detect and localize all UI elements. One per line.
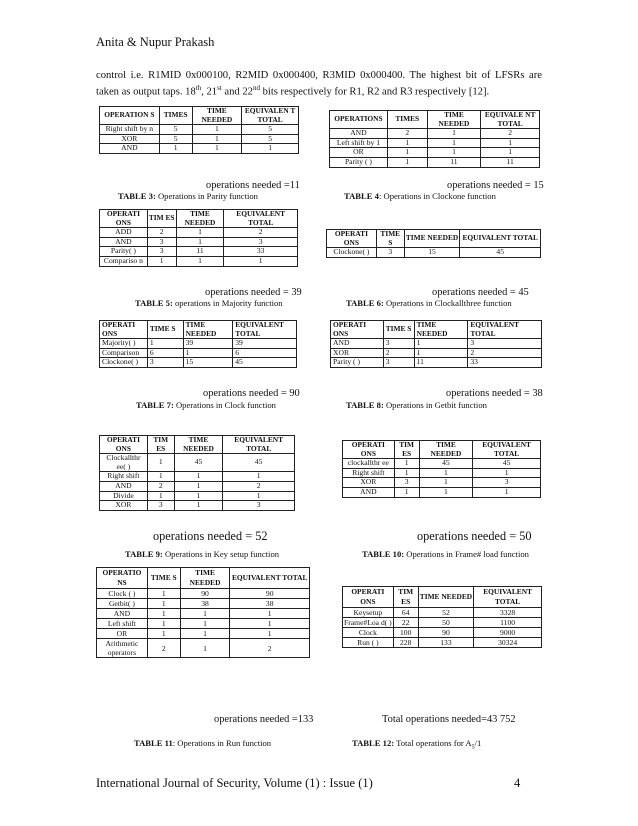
table-11-run xyxy=(96,567,310,658)
table-cell: 1 xyxy=(147,599,180,609)
table-cell: 15 xyxy=(404,248,460,258)
table-row xyxy=(330,157,540,167)
table-8-getbit xyxy=(330,320,542,368)
column-header: TIM ES xyxy=(393,587,418,608)
column-header: TIME NEEDED xyxy=(180,568,230,589)
table-row xyxy=(100,358,297,368)
table-cell: 1 xyxy=(230,619,310,629)
table-10-ops-total: operations needed = 50 xyxy=(417,529,532,543)
table-cell: 1 xyxy=(473,487,541,497)
table-header-row xyxy=(100,210,298,228)
table-cell: 1100 xyxy=(474,618,542,628)
table-cell: 3 xyxy=(468,339,542,349)
column-header: OPERATI ONS xyxy=(343,587,394,608)
table-cell: Right shift xyxy=(100,472,148,482)
table-cell: Keysetup xyxy=(343,608,394,618)
table-cell: 1 xyxy=(473,468,541,478)
table-row xyxy=(343,638,542,648)
column-header: EQUIVALE NT TOTAL xyxy=(481,111,540,129)
table-cell: 133 xyxy=(418,638,474,648)
column-header: OPERATI ONS xyxy=(100,321,148,339)
table-cell: Parity ( ) xyxy=(331,358,384,368)
table-cell: 1 xyxy=(387,157,427,167)
table-7-ops-total: operations needed = 90 xyxy=(203,388,300,399)
table-row xyxy=(100,228,298,238)
table-row xyxy=(330,129,540,139)
table-row xyxy=(100,339,297,349)
table-cell: 1 xyxy=(224,256,298,266)
table-cell: 3 xyxy=(223,501,295,511)
table-7-clock xyxy=(99,320,297,368)
table-9-caption: TABLE 9: Operations in Key setup function xyxy=(125,549,280,559)
table-header-row xyxy=(343,441,541,459)
table-row xyxy=(100,481,295,491)
table-cell: 1 xyxy=(427,138,481,148)
table-4-clockone xyxy=(329,110,540,168)
table-cell: 1 xyxy=(419,487,473,497)
table-cell: 52 xyxy=(418,608,474,618)
column-header: TIME NEEDED xyxy=(176,210,224,228)
column-header: TIME NEEDED xyxy=(404,230,460,248)
table-cell: AND xyxy=(343,487,395,497)
table-cell: 1 xyxy=(192,134,242,144)
table-cell: 3 xyxy=(394,478,419,488)
table-cell: 1 xyxy=(174,501,223,511)
table-cell: Clockone( ) xyxy=(100,358,148,368)
table-row xyxy=(97,639,310,658)
table-cell: XOR xyxy=(331,348,384,358)
table-cell: Right shift xyxy=(343,468,395,478)
table-cell: 1 xyxy=(419,478,473,488)
table-10-frame-load xyxy=(342,440,541,498)
table-cell: 3328 xyxy=(474,608,542,618)
table-cell: XOR xyxy=(100,134,160,144)
table-cell: Getbit( ) xyxy=(97,599,148,609)
table-cell: 1 xyxy=(159,144,192,154)
table-row xyxy=(331,348,542,358)
table-cell: 5 xyxy=(159,125,192,135)
table-cell: 1 xyxy=(242,144,299,154)
table-cell: AND xyxy=(331,339,384,349)
table-cell: 38 xyxy=(230,599,310,609)
table-cell: 1 xyxy=(147,472,174,482)
table-row xyxy=(343,487,541,497)
table-cell: Majority( ) xyxy=(100,339,148,349)
table-cell: 39 xyxy=(233,339,297,349)
table-cell: 1 xyxy=(414,339,468,349)
table-cell: 1 xyxy=(176,237,224,247)
table-cell: Comparison xyxy=(100,348,148,358)
table-cell: 1 xyxy=(419,468,473,478)
table-cell: AND xyxy=(100,144,160,154)
table-header-row xyxy=(330,111,540,129)
column-header: OPERATIONS xyxy=(330,111,388,129)
column-header: TIME S xyxy=(383,321,414,339)
table-cell: Run ( ) xyxy=(343,638,394,648)
column-header: TIMES xyxy=(159,107,192,125)
table-8-caption: TABLE 8: Operations in Getbit function xyxy=(346,400,487,410)
table-cell: 11 xyxy=(481,157,540,167)
table-row xyxy=(331,358,542,368)
table-cell: ADD xyxy=(100,228,148,238)
table-header-row xyxy=(97,568,310,589)
table-cell: 2 xyxy=(147,228,176,238)
column-header: OPERATIO NS xyxy=(97,568,148,589)
table-cell: 1 xyxy=(147,629,180,639)
table-cell: Clockallthr ee( ) xyxy=(100,454,148,472)
table-header-row xyxy=(100,107,299,125)
table-cell: Arithmetic operators xyxy=(97,639,148,658)
table-4-caption: TABLE 4: Operations in Clockone function xyxy=(344,191,496,201)
table-row xyxy=(343,628,542,638)
table-cell: 1 xyxy=(147,491,174,501)
table-cell: 50 xyxy=(418,618,474,628)
table-cell: 11 xyxy=(414,358,468,368)
table-cell: 1 xyxy=(394,468,419,478)
table-cell: 1 xyxy=(147,256,176,266)
table-cell: 45 xyxy=(223,454,295,472)
table-header-row xyxy=(331,321,542,339)
table-row xyxy=(331,339,542,349)
table-cell: 3 xyxy=(147,358,183,368)
table-cell: 1 xyxy=(223,491,295,501)
table-cell: 1 xyxy=(147,609,180,619)
table-cell: Divide xyxy=(100,491,148,501)
table-cell: 33 xyxy=(224,247,298,257)
column-header: TIME S xyxy=(376,230,404,248)
table-cell: 1 xyxy=(230,629,310,639)
table-cell: 1 xyxy=(147,589,180,599)
column-header: EQUIVALENT TOTAL xyxy=(473,441,541,459)
table-row xyxy=(100,125,299,135)
column-header: OPERATION S xyxy=(100,107,160,125)
table-cell: 9000 xyxy=(474,628,542,638)
column-header: TIME NEEDED xyxy=(419,441,473,459)
column-header: TIME S xyxy=(147,568,180,589)
table-12-total xyxy=(342,586,542,648)
table-cell: 2 xyxy=(147,639,180,658)
column-header: TIME NEEDED xyxy=(427,111,481,129)
table-cell: 3 xyxy=(376,248,404,258)
column-header: TIME NEEDED xyxy=(418,587,474,608)
table-row xyxy=(100,256,298,266)
table-cell: AND xyxy=(97,609,148,619)
table-row xyxy=(97,629,310,639)
table-cell: 90 xyxy=(418,628,474,638)
table-cell: 39 xyxy=(183,339,233,349)
column-header: EQUIVALENT TOTAL xyxy=(233,321,297,339)
table-cell: 64 xyxy=(393,608,418,618)
table-row xyxy=(97,619,310,629)
running-header: Anita & Nupur Prakash xyxy=(96,35,215,49)
table-cell: Left shift by 1 xyxy=(330,138,388,148)
column-header: EQUIVALENT TOTAL xyxy=(224,210,298,228)
table-cell: 1 xyxy=(427,129,481,139)
table-9-key-setup xyxy=(99,435,295,511)
table-cell: clockallthr ee xyxy=(343,459,395,469)
table-3-parity xyxy=(99,106,299,154)
table-cell: Left shift xyxy=(97,619,148,629)
table-cell: 1 xyxy=(180,639,230,658)
table-cell: 22 xyxy=(393,618,418,628)
table-cell: 45 xyxy=(174,454,223,472)
table-11-caption: TABLE 11: Operations in Run function xyxy=(134,738,272,748)
table-row xyxy=(97,609,310,619)
table-row xyxy=(100,501,295,511)
table-cell: 1 xyxy=(147,454,174,472)
column-header: EQUIVALENT TOTAL xyxy=(468,321,542,339)
table-cell: 90 xyxy=(230,589,310,599)
table-cell: 1 xyxy=(481,148,540,158)
table-5-majority xyxy=(99,209,298,267)
column-header: EQUIVALENT TOTAL xyxy=(460,230,541,248)
table-6-caption: TABLE 6: Operations in Clockallthree function xyxy=(346,298,512,308)
column-header: OPERATI ONS xyxy=(327,230,377,248)
table-cell: 45 xyxy=(419,459,473,469)
table-cell: 1 xyxy=(176,228,224,238)
table-cell: 1 xyxy=(387,148,427,158)
table-cell: Compariso n xyxy=(100,256,148,266)
footer-journal: International Journal of Security, Volume (1) : Issue (1) xyxy=(96,776,373,790)
column-header: TIM ES xyxy=(147,210,176,228)
table-9-ops-total: operations needed = 52 xyxy=(153,529,268,543)
table-row xyxy=(327,248,541,258)
table-cell: 1 xyxy=(180,609,230,619)
table-cell: 1 xyxy=(481,138,540,148)
table-cell: 1 xyxy=(180,629,230,639)
table-cell: 1 xyxy=(414,348,468,358)
table-cell: 2 xyxy=(224,228,298,238)
table-cell: 45 xyxy=(233,358,297,368)
table-cell: 1 xyxy=(394,459,419,469)
table-8-ops-total: operations needed = 38 xyxy=(446,388,543,399)
table-cell: 90 xyxy=(180,589,230,599)
table-row xyxy=(100,454,295,472)
table-3-caption: TABLE 3: Operations in Parity function xyxy=(118,191,258,201)
table-cell: 1 xyxy=(176,256,224,266)
table-6-clockallthree xyxy=(326,229,541,258)
table-header-row xyxy=(100,436,295,454)
table-row xyxy=(97,599,310,609)
table-row xyxy=(343,459,541,469)
table-7-caption: TABLE 7: Operations in Clock function xyxy=(136,400,276,410)
column-header: TIME NEEDED xyxy=(174,436,223,454)
table-cell: 11 xyxy=(176,247,224,257)
table-4-ops-total: operations needed = 15 xyxy=(447,180,544,191)
table-5-ops-total: operations needed = 39 xyxy=(205,287,302,298)
table-cell: Clockone( ) xyxy=(327,248,377,258)
table-cell: Right shift by n xyxy=(100,125,160,135)
column-header: TIM ES xyxy=(147,436,174,454)
column-header: TIME NEEDED xyxy=(414,321,468,339)
table-header-row xyxy=(343,587,542,608)
table-12-caption: TABLE 12: Total operations for $A_5/1$ xyxy=(352,738,482,751)
table-cell: 3 xyxy=(383,339,414,349)
table-cell: Parity( ) xyxy=(100,247,148,257)
table-cell: 2 xyxy=(481,129,540,139)
table-cell: 2 xyxy=(147,481,174,491)
table-cell: 1 xyxy=(174,491,223,501)
table-cell: Clock ( ) xyxy=(97,589,148,599)
table-cell: 3 xyxy=(224,237,298,247)
column-header: OPERATI ONS xyxy=(331,321,384,339)
table-cell: 6 xyxy=(147,348,183,358)
table-cell: 1 xyxy=(223,472,295,482)
table-cell: 11 xyxy=(427,157,481,167)
column-header: EQUIVALENT TOTAL xyxy=(223,436,295,454)
table-3-ops-total: operations needed =11 xyxy=(206,180,300,191)
table-cell: 1 xyxy=(192,144,242,154)
table-cell: 1 xyxy=(183,348,233,358)
table-cell: 2 xyxy=(468,348,542,358)
table-cell: 1 xyxy=(147,339,183,349)
page-number: 4 xyxy=(514,776,521,790)
column-header: TIM ES xyxy=(394,441,419,459)
table-cell: 1 xyxy=(394,487,419,497)
table-cell: 33 xyxy=(468,358,542,368)
table-cell: XOR xyxy=(100,501,148,511)
table-cell: 3 xyxy=(147,237,176,247)
table-cell: 3 xyxy=(147,247,176,257)
table-cell: 228 xyxy=(393,638,418,648)
table-cell: AND xyxy=(100,237,148,247)
table-cell: 3 xyxy=(147,501,174,511)
table-cell: AND xyxy=(330,129,388,139)
table-cell: 15 xyxy=(183,358,233,368)
table-cell: 1 xyxy=(230,609,310,619)
table-cell: 5 xyxy=(159,134,192,144)
table-header-row xyxy=(100,321,297,339)
table-cell: 5 xyxy=(242,125,299,135)
table-cell: 100 xyxy=(393,628,418,638)
table-cell: 6 xyxy=(233,348,297,358)
column-header: OPERATI ONS xyxy=(100,210,148,228)
table-cell: AND xyxy=(100,481,148,491)
table-cell: OR xyxy=(330,148,388,158)
table-cell: 1 xyxy=(427,148,481,158)
column-header: EQUIVALENT TOTAL xyxy=(474,587,542,608)
column-header: OPERATI ONS xyxy=(343,441,395,459)
table-cell: OR xyxy=(97,629,148,639)
table-cell: 1 xyxy=(192,125,242,135)
table-cell: 38 xyxy=(180,599,230,609)
table-cell: XOR xyxy=(343,478,395,488)
column-header: OPERATI ONS xyxy=(100,436,148,454)
table-cell: 1 xyxy=(147,619,180,629)
table-cell: 5 xyxy=(242,134,299,144)
column-header: TIME NEEDED xyxy=(192,107,242,125)
column-header: TIME S xyxy=(147,321,183,339)
table-cell: 1 xyxy=(174,481,223,491)
table-cell: Parity ( ) xyxy=(330,157,388,167)
table-header-row xyxy=(327,230,541,248)
table-row xyxy=(343,618,542,628)
column-header: EQUIVALEN T TOTAL xyxy=(242,107,299,125)
table-cell: 45 xyxy=(460,248,541,258)
table-5-caption: TABLE 5: operations in Majority function xyxy=(135,298,283,308)
table-cell: 2 xyxy=(230,639,310,658)
table-cell: 2 xyxy=(223,481,295,491)
table-cell: 30324 xyxy=(474,638,542,648)
table-cell: 2 xyxy=(387,129,427,139)
table-cell: 1 xyxy=(180,619,230,629)
table-row xyxy=(343,608,542,618)
table-6-ops-total: operations needed = 45 xyxy=(432,287,529,298)
table-cell: 3 xyxy=(473,478,541,488)
table-cell: 3 xyxy=(383,358,414,368)
table-cell: 2 xyxy=(383,348,414,358)
intro-paragraph: control i.e. R1MID 0x000100, R2MID 0x000400, R3MID 0x000400. The highest bit of LFSRs are taken as output taps. 18th, 21st and 22nd bits respectively for R1, R2 and R3 respectively [12]. xyxy=(96,70,542,98)
table-cell: 45 xyxy=(473,459,541,469)
table-row xyxy=(100,144,299,154)
column-header: EQUIVALENT TOTAL xyxy=(230,568,310,589)
table-cell: 1 xyxy=(387,138,427,148)
table-cell: Frame#Loa d( ) xyxy=(344,618,392,627)
table-cell: Clock xyxy=(343,628,394,638)
column-header: TIMES xyxy=(387,111,427,129)
table-10-caption: TABLE 10: Operations in Frame# load function xyxy=(362,549,529,559)
table-row xyxy=(97,589,310,599)
table-11-ops-total: operations needed =133 xyxy=(214,714,314,725)
table-12-ops-total: Total operations needed=43 752 xyxy=(382,714,516,725)
column-header: TIME NEEDED xyxy=(183,321,233,339)
table-cell: 1 xyxy=(174,472,223,482)
